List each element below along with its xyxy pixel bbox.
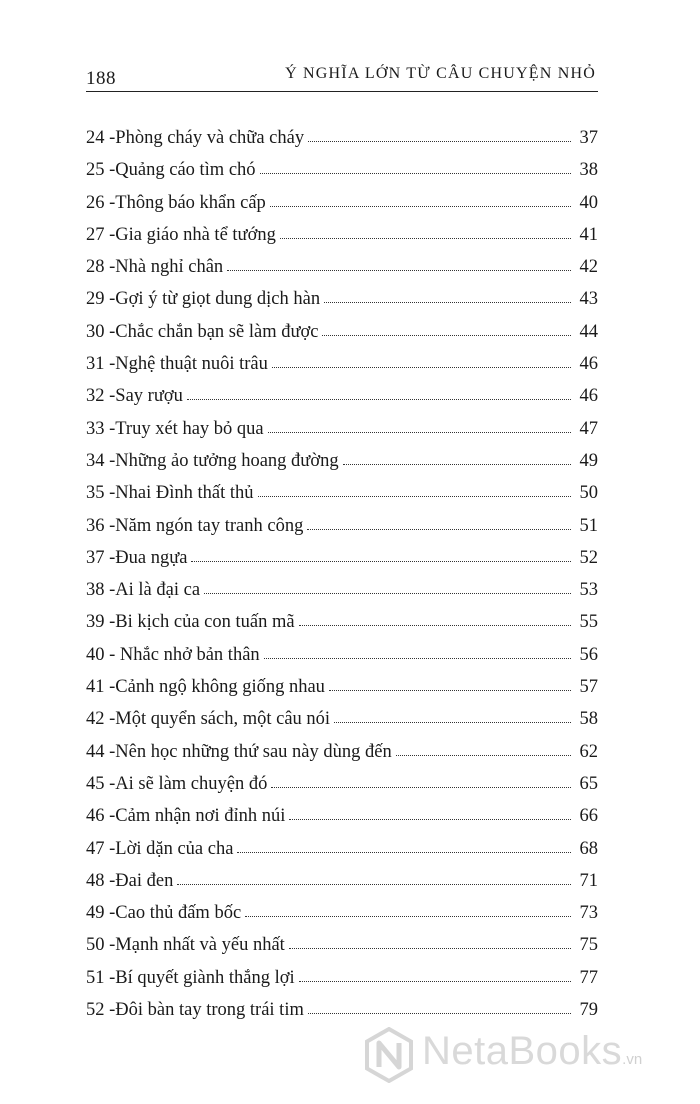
toc-entry (86, 865, 598, 897)
toc-entry (86, 219, 598, 251)
toc-entry-title: 39 -Bi kịch của con tuấn mã (86, 612, 295, 633)
dot-leader (245, 916, 571, 917)
dot-leader (289, 819, 571, 820)
toc-entry (86, 606, 598, 638)
toc-entry-page: 57 (579, 677, 598, 698)
toc-entry-page: 44 (579, 321, 598, 342)
watermark-suffix: .vn (622, 1050, 643, 1068)
dot-leader (191, 561, 571, 562)
dot-leader (329, 690, 571, 691)
dot-leader (272, 367, 571, 368)
toc-entry (86, 736, 598, 768)
dot-leader (258, 496, 571, 497)
dot-leader (299, 981, 571, 982)
toc-entry (86, 380, 598, 412)
toc-entry-title: 34 -Những ảo tưởng hoang đường (86, 450, 339, 471)
toc-entry-page: 46 (579, 354, 598, 375)
toc-entry (86, 639, 598, 671)
toc-entry-title: 37 -Đua ngựa (86, 547, 188, 568)
toc-entry-title: 52 -Đôi bàn tay trong trái tim (86, 1000, 304, 1021)
toc-entry-page: 38 (579, 160, 598, 181)
toc-entry (86, 510, 598, 542)
table-of-contents (86, 122, 598, 1026)
dot-leader (270, 206, 571, 207)
toc-entry-page: 41 (579, 224, 598, 245)
dot-leader (264, 658, 571, 659)
toc-entry-title: 28 -Nhà nghỉ chân (86, 257, 224, 278)
toc-entry (86, 413, 598, 445)
toc-entry-title: 35 -Nhai Đình thất thủ (86, 483, 254, 504)
header-rule (86, 91, 598, 92)
toc-entry (86, 445, 598, 477)
toc-entry-page: 51 (579, 515, 598, 536)
toc-entry-title: 32 -Say rượu (86, 386, 183, 407)
watermark-text (422, 1023, 642, 1088)
dot-leader (308, 1013, 571, 1014)
toc-entry (86, 833, 598, 865)
toc-entry-title: 29 -Gợi ý từ giọt dung dịch hàn (86, 289, 321, 310)
running-title: Ý NGHĨA LỚN TỪ CÂU CHUYỆN NHỎ (285, 65, 596, 82)
toc-entry (86, 962, 598, 994)
toc-entry-title: 42 -Một quyển sách, một câu nói (86, 709, 331, 730)
dot-leader (268, 432, 571, 433)
toc-entry-title: 48 -Đai đen (86, 870, 174, 891)
watermark-brand: NetaBooks (422, 1028, 623, 1073)
toc-entry-title: 50 -Mạnh nhất và yếu nhất (86, 935, 285, 956)
toc-entry-page: 46 (579, 386, 598, 407)
toc-entry-title: 41 -Cảnh ngộ không giống nhau (86, 677, 325, 698)
dot-leader (324, 302, 571, 303)
toc-entry (86, 122, 598, 154)
toc-entry-page: 47 (579, 418, 598, 439)
toc-entry (86, 671, 598, 703)
toc-entry (86, 477, 598, 509)
toc-entry-title: 25 -Quảng cáo tìm chó (86, 160, 256, 181)
page-header (86, 62, 598, 92)
toc-entry-page: 62 (579, 741, 598, 762)
toc-entry-page: 52 (579, 547, 598, 568)
toc-entry-page: 55 (579, 612, 598, 633)
toc-entry-title: 47 -Lời dặn của cha (86, 838, 234, 859)
dot-leader (307, 529, 571, 530)
dot-leader (308, 141, 571, 142)
toc-entry (86, 251, 598, 283)
toc-entry (86, 994, 598, 1026)
dot-leader (187, 399, 571, 400)
dot-leader (280, 238, 571, 239)
toc-entry-page: 37 (579, 128, 598, 148)
toc-entry-page: 79 (579, 1000, 598, 1021)
toc-entry-title: 40 - Nhắc nhở bản thân (86, 644, 260, 665)
toc-entry-page: 43 (579, 289, 598, 310)
dot-leader (204, 593, 571, 594)
toc-entry (86, 800, 598, 832)
toc-entry-title: 45 -Ai sẽ làm chuyện đó (86, 773, 268, 794)
toc-entry-title: 27 -Gia giáo nhà tể tướng (86, 224, 276, 245)
dot-leader (289, 948, 571, 949)
dot-leader (177, 884, 571, 885)
toc-entry-title: 30 -Chắc chắn bạn sẽ làm được (86, 321, 319, 342)
toc-entry (86, 542, 598, 574)
toc-entry-page: 65 (579, 773, 598, 794)
toc-entry-page: 49 (579, 450, 598, 471)
toc-entry-title: 38 -Ai là đại ca (86, 580, 201, 601)
toc-entry-title: 44 -Nên học những thứ sau này dùng đến (86, 741, 392, 762)
netabooks-logo-icon (364, 1027, 414, 1083)
dot-leader (237, 852, 571, 853)
toc-entry-page: 75 (579, 935, 598, 956)
toc-entry (86, 154, 598, 186)
toc-entry-page: 58 (579, 709, 598, 730)
dot-leader (396, 755, 571, 756)
toc-entry-page: 56 (579, 644, 598, 665)
dot-leader (322, 335, 571, 336)
toc-entry-title: 46 -Cảm nhận nơi đỉnh núi (86, 806, 286, 827)
toc-entry (86, 703, 598, 735)
toc-entry (86, 574, 598, 606)
toc-entry (86, 929, 598, 961)
toc-entry (86, 348, 598, 380)
toc-entry-page: 50 (579, 483, 598, 504)
dot-leader (271, 787, 571, 788)
toc-entry-title: 26 -Thông báo khẩn cấp (86, 192, 266, 213)
toc-entry (86, 283, 598, 315)
toc-entry (86, 187, 598, 219)
toc-entry-page: 71 (579, 870, 598, 891)
toc-entry (86, 316, 598, 348)
toc-entry-title: 49 -Cao thủ đấm bốc (86, 903, 242, 924)
toc-entry-title: 33 -Truy xét hay bỏ qua (86, 418, 264, 439)
dot-leader (343, 464, 571, 465)
toc-entry-page: 53 (579, 580, 598, 601)
watermark (364, 1027, 694, 1083)
dot-leader (260, 173, 571, 174)
toc-entry-page: 77 (579, 967, 598, 988)
toc-entry-page: 40 (579, 192, 598, 213)
toc-entry-page: 66 (579, 806, 598, 827)
toc-entry-title: 24 -Phòng cháy và chữa cháy (86, 128, 305, 148)
toc-entry (86, 897, 598, 929)
toc-entry-title: 36 -Năm ngón tay tranh công (86, 515, 304, 536)
toc-entry (86, 768, 598, 800)
dot-leader (299, 625, 571, 626)
page-number: 188 (86, 68, 116, 89)
toc-entry-page: 68 (579, 838, 598, 859)
toc-entry-page: 73 (579, 903, 598, 924)
dot-leader (334, 722, 571, 723)
toc-entry-page: 42 (579, 257, 598, 278)
toc-entry-title: 31 -Nghệ thuật nuôi trâu (86, 354, 268, 375)
toc-entry-title: 51 -Bí quyết giành thắng lợi (86, 967, 295, 988)
dot-leader (227, 270, 571, 271)
